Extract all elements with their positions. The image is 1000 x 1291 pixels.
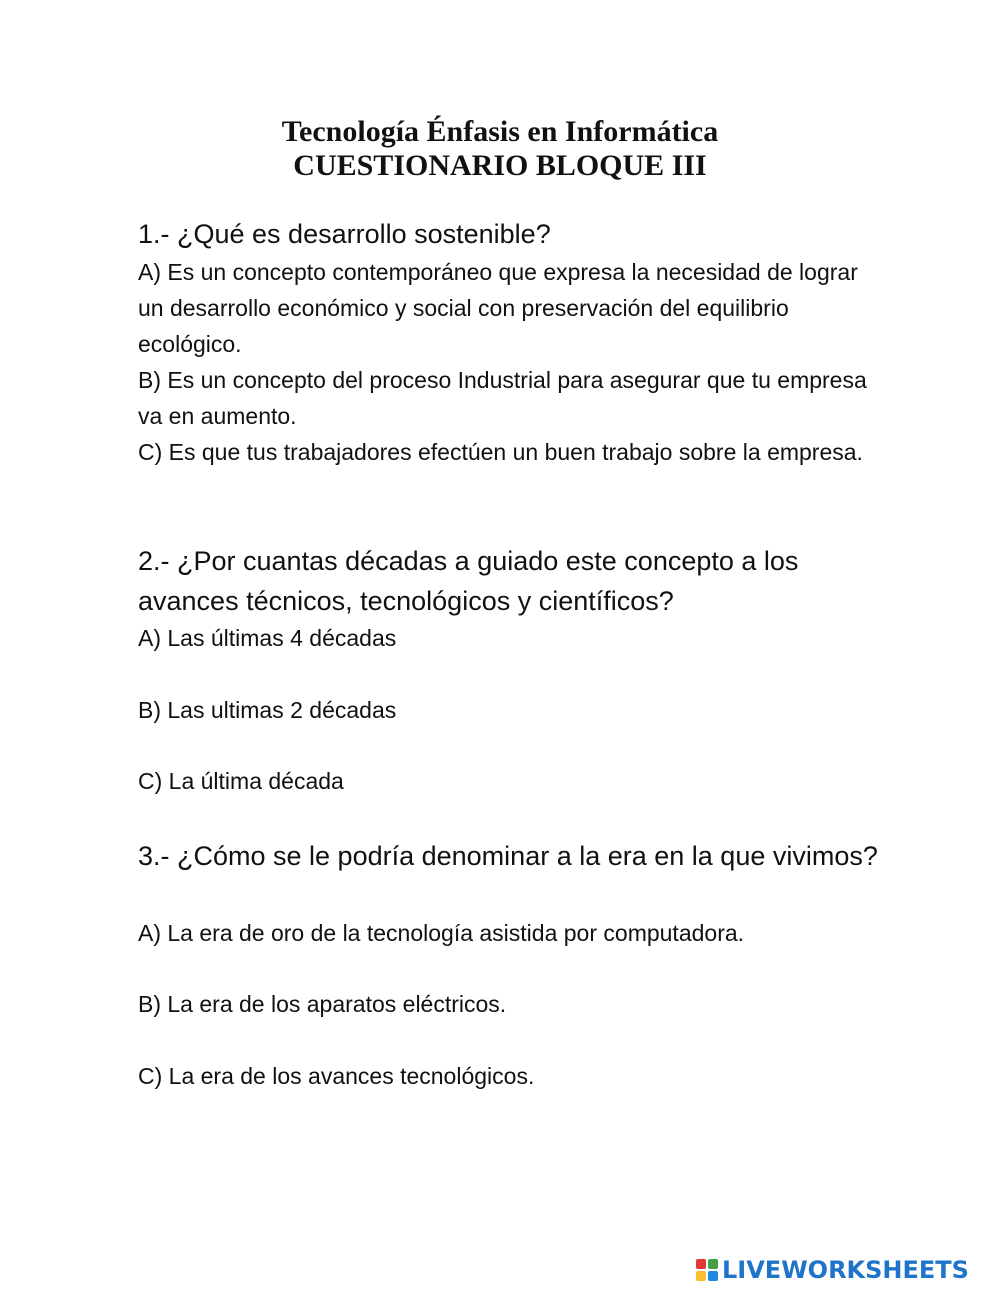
- question-3-option-a: A) La era de oro de la tecnología asistida por computadora.: [138, 920, 745, 946]
- question-2-option-b: B) Las ultimas 2 décadas: [138, 697, 397, 723]
- question-2-option-c: C) La última década: [138, 768, 344, 794]
- question-1-option-c: C) Es que tus trabajadores efectúen un buen trabajo sobre la empresa.: [138, 439, 863, 465]
- question-1-option-b: B) Es un concepto del proceso Industrial para asegurar que tu empresa va en aumento.: [138, 367, 867, 429]
- liveworksheets-icon: [696, 1259, 718, 1281]
- question-2-option-a: A) Las últimas 4 décadas: [138, 625, 397, 651]
- question-3-option-c: C) La era de los avances tecnológicos.: [138, 1063, 535, 1089]
- question-1-option-a: A) Es un concepto contemporáneo que expresa la necesidad de lograr un desarrollo económico y social con preservación del equilibrio ecológico.: [138, 259, 858, 357]
- question-1: 1.- ¿Qué es desarrollo sostenible?: [138, 219, 551, 249]
- question-2: 2.- ¿Por cuantas décadas a guiado este concepto a los avances técnicos, tecnológicos y científicos?: [138, 546, 799, 616]
- worksheet-subtitle: CUESTIONARIO BLOQUE III: [293, 149, 707, 182]
- question-3-option-b: B) La era de los aparatos eléctricos.: [138, 991, 507, 1017]
- worksheet-title: Tecnología Énfasis en Informática: [281, 115, 719, 148]
- question-3: 3.- ¿Cómo se le podría denominar a la era en la que vivimos?: [138, 841, 878, 871]
- liveworksheets-logo: [696, 1253, 969, 1287]
- liveworksheets-brand-text: LIVEWORKSHEETS: [722, 1256, 969, 1284]
